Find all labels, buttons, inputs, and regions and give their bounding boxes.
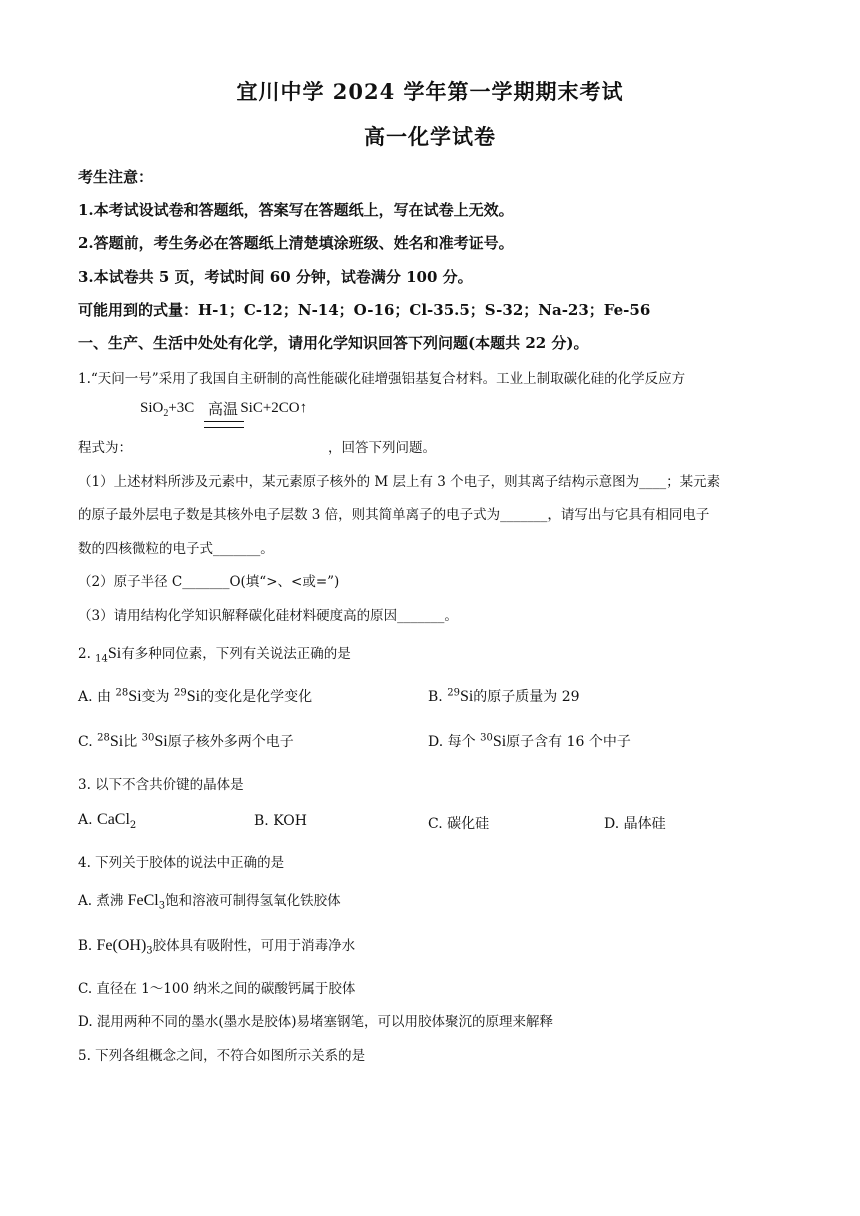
exam-subtitle: 高一化学试卷 xyxy=(364,124,496,149)
eq-double-bar xyxy=(204,421,244,428)
notice-item-1: 1.本考试设试卷和答题纸，答案写在答题纸上，写在试卷上无效。 xyxy=(78,201,514,219)
eq-reactant-sio2: SiO xyxy=(140,400,164,416)
q1-stem: 1.“天问一号”采用了我国自主研制的高性能碳化硅增强铝基复合材料。工业上制取碳化硅的化学反应方 xyxy=(78,371,686,387)
q1-part1-line2: 的原子最外层电子数是其核外电子层数 3 倍，则其简单离子的电子式为_______，请写出与它具有相同电子 xyxy=(78,507,710,523)
notice-item-2: 2.答题前，考生务必在答题纸上清楚填涂班级、姓名和准考证号。 xyxy=(78,234,514,252)
atomic-masses: 可能用到的式量：H-1；C-12；N-14；O-16；Cl-35.5；S-32；Na-23；Fe-56 xyxy=(78,301,651,319)
q4-option-c: C. 直径在 1～100 纳米之间的碳酸钙属于胶体 xyxy=(78,981,356,997)
notice-heading: 考生注意： xyxy=(78,168,154,186)
eq-condition: 高温 xyxy=(208,400,239,418)
q1-part3: （3）请用结构化学知识解释碳化硅材料硬度高的原因_______。 xyxy=(78,608,458,624)
eq-sub: 2 xyxy=(163,408,169,419)
q1-stem-2b: ，回答下列问题。 xyxy=(328,440,436,456)
q5-stem: 5. 下列各组概念之间，不符合如图所示关系的是 xyxy=(78,1048,366,1064)
section-1-heading: 一、生产、生活中处处有化学，请用化学知识回答下列问题(本题共 22 分)。 xyxy=(78,334,589,352)
q1-part1-line3: 数的四核微粒的电子式_______。 xyxy=(78,541,274,557)
q1-stem-2a: 程式为： xyxy=(78,440,132,456)
q4-option-d: D. 混用两种不同的墨水(墨水是胶体)易堵塞钢笔，可以用胶体聚沉的原理来解释 xyxy=(78,1014,553,1030)
q2-option-b: B. $^{29}$Si的原子质量为 29 xyxy=(428,687,580,705)
q4-stem: 4. 下列关于胶体的说法中正确的是 xyxy=(78,855,285,871)
q1-part2: （2）原子半径 C_______O(填“>、<或=”) xyxy=(78,574,340,590)
q4-option-b: B. $Fe(OH)_3$胶体具有吸附性，可用于消毒净水 xyxy=(78,937,356,957)
eq-reactant-c: +3C xyxy=(168,400,195,416)
q2-option-d: D. 每个 $^{30}$Si原子含有 16 个中子 xyxy=(428,732,631,750)
q3-option-d: D. 晶体硅 xyxy=(604,816,666,832)
q1-part1-line1: （1）上述材料所涉及元素中，某元素原子核外的 M 层上有 3 个电子，则其离子结构示意图为____；某元素 xyxy=(78,474,721,490)
notice-item-3: 3.本试卷共 5 页，考试时间 60 分钟，试卷满分 100 分。 xyxy=(78,268,473,286)
q3-option-b: B. KOH xyxy=(254,813,307,829)
q3-stem: 3. 以下不含共价键的晶体是 xyxy=(78,777,244,793)
q2-stem: 2. $_{14}$Si有多种同位素，下列有关说法正确的是 xyxy=(78,645,351,665)
q3-option-a: A. CaCl$_2$ xyxy=(78,811,137,831)
q2-option-c: C. $^{28}$Si比 $^{30}$Si原子核外多两个电子 xyxy=(78,732,294,750)
q4-option-a: A. 煮沸 FeCl$_3$饱和溶液可制得氢氧化铁胶体 xyxy=(78,892,341,912)
q3-option-c: C. 碳化硅 xyxy=(428,816,490,832)
eq-products: SiC+2CO↑ xyxy=(240,400,308,416)
q2-option-a: A. 由 $^{28}$Si变为 $^{29}$Si的变化是化学变化 xyxy=(78,687,313,705)
exam-title: 宜川中学 2024 学年第一学期期末考试 xyxy=(236,79,624,104)
